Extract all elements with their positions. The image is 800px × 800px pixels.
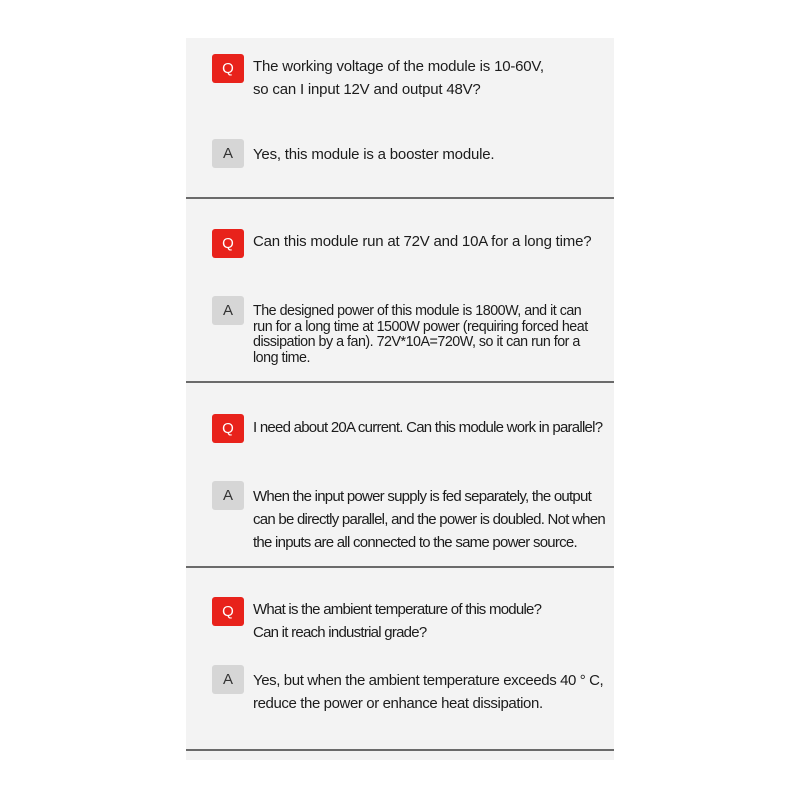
answer-text: When the input power supply is fed separately, the output can be directly parallel, and the power is doubled. Not when the inputs are all connected to the same power source. (253, 488, 605, 551)
answer-badge: A (212, 296, 244, 325)
question-badge: Q (212, 597, 244, 626)
question-text: What is the ambient temperature of this module? Can it reach industrial grade? (253, 601, 542, 641)
question-badge: Q (212, 229, 244, 258)
faq-panel (186, 38, 614, 760)
divider (186, 381, 614, 383)
question-text: I need about 20A current. Can this module work in parallel? (253, 419, 603, 436)
answer-text: The designed power of this module is 1800W, and it can run for a long time at 1500W power (requiring forced heat dissipation by a fan). 72V*10A=720W, so it can run for a long time. (253, 303, 588, 366)
answer-badge: A (212, 665, 244, 694)
answer-badge: A (212, 139, 244, 168)
question-text: Can this module run at 72V and 10A for a long time? (253, 233, 592, 250)
answer-badge: A (212, 481, 244, 510)
divider (186, 749, 614, 751)
divider (186, 566, 614, 568)
answer-text: Yes, but when the ambient temperature exceeds 40 ° C, reduce the power or enhance heat dissipation. (253, 672, 604, 712)
question-badge: Q (212, 414, 244, 443)
question-badge: Q (212, 54, 244, 83)
question-text: The working voltage of the module is 10-60V, so can I input 12V and output 48V? (253, 58, 544, 98)
answer-text: Yes, this module is a booster module. (253, 146, 495, 163)
divider (186, 197, 614, 199)
